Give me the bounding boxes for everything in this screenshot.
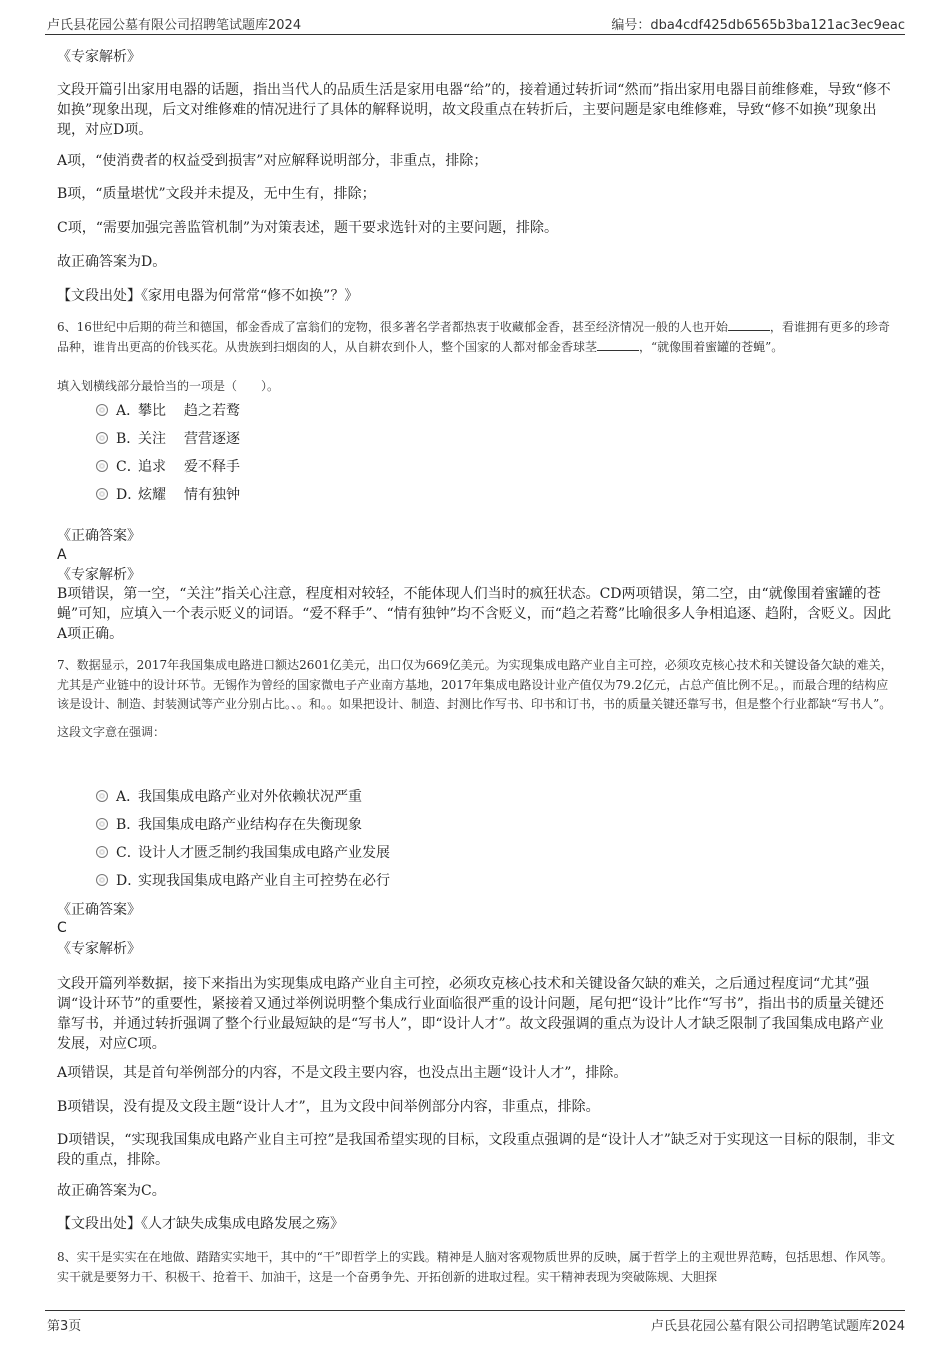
radio-icon[interactable] — [96, 432, 108, 444]
q5-source: 【文段出处】《家用电器为何常常“修不如换”？》 — [57, 288, 359, 304]
q6-option-c[interactable]: C．追求 爱不释手 — [96, 456, 240, 478]
header-doc-title: 卢氏县花园公墓有限公司招聘笔试题库2024 — [47, 18, 302, 33]
q7-expert-label: 《专家解析》 — [57, 941, 141, 957]
q6-option-b[interactable]: B．关注 营营逐逐 — [96, 428, 240, 450]
q6-stem-part-c: ，“就像围着蜜罐的苍蝇”。 — [639, 339, 784, 354]
q6-stem — [57, 318, 895, 357]
q6-analysis: B项错误，第一空，“关注”指关心注意，程度相对较轻，不能体现人们当时的疯狂状态。CD两项错误，第二空，由“就像围着蜜罐的苍蝇”可知，应填入一个表示贬义的词语。“爱不释手”、“情有独钟”均不含贬义，而“趋之若鹜”比喻很多人争相追逐、趋附，含贬义。因此A项正确。 — [57, 586, 892, 642]
q5-option-b-note: B项，“质量堪忧”文段并未提及，无中生有，排除； — [57, 186, 376, 202]
q6-blank-2 — [597, 338, 639, 351]
q7-option-b-note: B项错误，没有提及文段主题“设计人才”，且为文段中间举例部分内容，非重点，排除。 — [57, 1099, 600, 1115]
radio-icon[interactable] — [96, 874, 108, 886]
q6-option-a[interactable]: A．攀比 趋之若鹜 — [96, 400, 240, 422]
q7-option-a[interactable]: A．我国集成电路产业对外依赖状况严重 — [96, 786, 362, 808]
radio-icon[interactable] — [96, 846, 108, 858]
q6-blank-1 — [728, 318, 770, 331]
q7-answer: C — [57, 920, 67, 936]
footer-page-number: 第3页 — [47, 1319, 82, 1334]
q5-analysis: 文段开篇引出家用电器的话题，指出当代人的品质生活是家用电器“给”的，接着通过转折词“然而”指出家用电器目前维修难，导致“修不如换”现象出现，后文对维修难的情况进行了具体的解释说明，故文段重点在转折后，主要问题是家电维修难，导致“修不如换”现象出现，对应D项。 — [57, 82, 891, 138]
radio-icon[interactable] — [96, 404, 108, 416]
q6-prompt: 填入划横线部分最恰当的一项是（ ）。 — [57, 379, 280, 393]
q7-analysis: 文段开篇列举数据，接下来指出为实现集成电路产业自主可控，必须攻克核心技术和关键设备欠缺的难关，之后通过程度词“尤其”强调“设计环节”的重要性，紧接着又通过举例说明整个集成行业面临很严重的设计问题，尾句把“设计”比作“写书”，指出书的质量关键还靠写书，并通过转折强调了整个行业最短缺的是“写书人”，即“设计人才”。故文段强调的重点为设计人才缺乏限制了我国集成电路产业发展，对应C项。 — [57, 976, 884, 1052]
q5-option-a-note: A项，“使消费者的权益受到损害”对应解释说明部分，非重点，排除； — [57, 153, 488, 169]
q7-source: 【文段出处】《人才缺失成集成电路发展之殇》 — [57, 1216, 344, 1232]
q7-conclusion: 故正确答案为C。 — [57, 1183, 166, 1199]
radio-icon[interactable] — [96, 460, 108, 472]
q7-option-b[interactable]: B．我国集成电路产业结构存在失衡现象 — [96, 814, 362, 836]
radio-icon[interactable] — [96, 790, 108, 802]
q7-option-d[interactable]: D．实现我国集成电路产业自主可控势在必行 — [96, 870, 390, 892]
q6-expert-label: 《专家解析》 — [57, 567, 141, 583]
q7-answer-label: 《正确答案》 — [57, 902, 141, 918]
q5-conclusion: 故正确答案为D。 — [57, 254, 167, 270]
q7-option-c[interactable]: C．设计人才匮乏制约我国集成电路产业发展 — [96, 842, 390, 864]
radio-icon[interactable] — [96, 818, 108, 830]
page-footer — [45, 1310, 905, 1333]
q6-stem-part-b: ，看谁拥有更多的珍奇品种，谁肯出更高的价钱买花。从贵族到扫烟囱的人，从自耕农到仆人，整个国家的人都对郁金香球茎 — [57, 320, 890, 354]
footer-doc-title: 卢氏县花园公墓有限公司招聘笔试题库2024 — [650, 1319, 905, 1334]
q7-option-d-note: D项错误，“实现我国集成电路产业自主可控”是我国希望实现的目标，文段重点强调的是“设计人才”缺乏对于实现这一目标的限制，非文段的重点，排除。 — [57, 1132, 895, 1168]
q7-option-a-note: A项错误，其是首句举例部分的内容，不是文段主要内容，也没点出主题“设计人才”，排除。 — [57, 1065, 628, 1081]
q5-option-c-note: C项，“需要加强完善监管机制”为对策表述，题干要求选针对的主要问题，排除。 — [57, 220, 559, 236]
q5-expert-label: 《专家解析》 — [57, 49, 141, 65]
q7-stem: 7、数据显示，2017年我国集成电路进口额达2601亿美元，出口仅为669亿美元。为实现集成电路产业自主可控，必须攻克核心技术和关键设备欠缺的难关，尤其是产业链中的设计环节。无锡作为曾经的国家微电子产业南方基地，2017年集成电路设计业产值仅为79.2亿元，占总产值比例不足。，而最合理的结构应该是设计、制造、封装测试等产业分别占比。、。和。。如果把设计、制造、封测比作写书、印书和订书，书的质量关键还靠写书，但是整个行业都缺“写书人”。 — [57, 658, 893, 711]
q6-answer-label: 《正确答案》 — [57, 528, 141, 544]
radio-icon[interactable] — [96, 488, 108, 500]
q8-stem: 8、实干是实实在在地做、踏踏实实地干，其中的“干”即哲学上的实践。精神是人脑对客观物质世界的反映，属于哲学上的主观世界范畴，包括思想、作风等。实干就是要努力干、积极干、抢着干、加油干，这是一个奋勇争先、开拓创新的进取过程。实干精神表现为突破陈规、大胆探 — [57, 1250, 893, 1284]
page-header — [45, 12, 905, 35]
q7-prompt: 这段文字意在强调： — [57, 725, 166, 739]
header-doc-id: 编号：dba4cdf425db6565b3ba121ac3ec9eac — [611, 18, 905, 33]
q6-stem-part-a: 6、16世纪中后期的荷兰和德国，郁金香成了富翁们的宠物，很多著名学者都热衷于收藏郁金香，甚至经济情况一般的人也开始 — [57, 320, 728, 334]
q6-option-d[interactable]: D．炫耀 情有独钟 — [96, 484, 240, 506]
q6-answer: A — [57, 547, 67, 563]
